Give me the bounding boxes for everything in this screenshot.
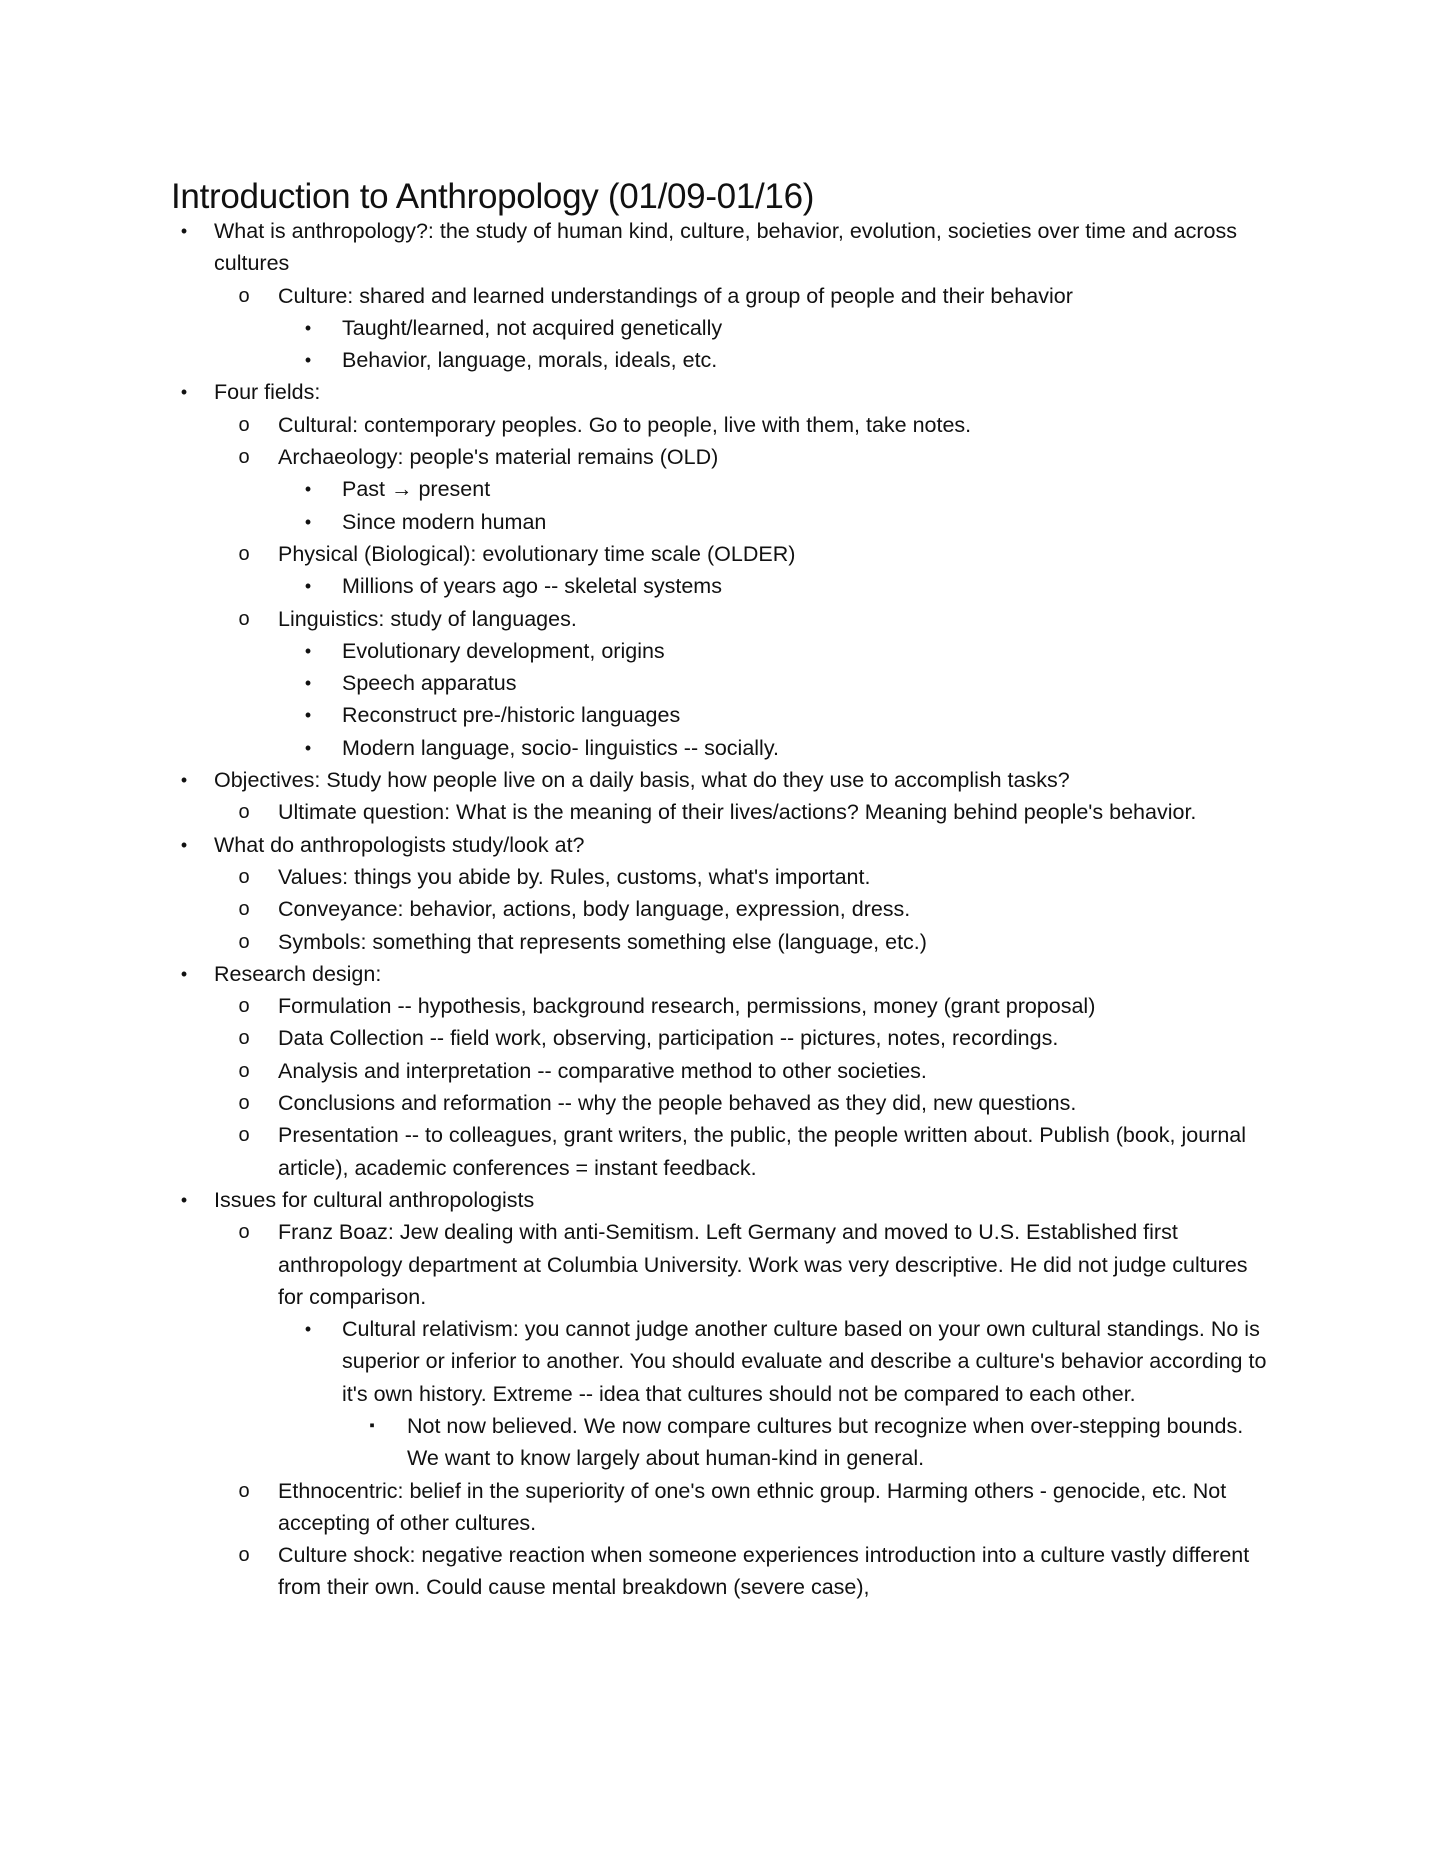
outline-item-text: Taught/learned, not acquired genetically: [342, 315, 723, 340]
outline-item-level-2: [238, 990, 1278, 1022]
bullet-marker: o: [238, 1544, 250, 1567]
outline-item-text: Conclusions and reformation -- why the people behaved as they did, new questions.: [278, 1091, 1077, 1116]
bullet-marker: •: [304, 511, 312, 532]
bullet-marker: •: [304, 1319, 312, 1340]
bullet-marker: •: [180, 963, 188, 984]
bullet-marker: •: [304, 479, 312, 500]
bullet-marker: o: [238, 413, 250, 436]
bullet-marker: •: [180, 770, 188, 791]
outline-item-level-3: [304, 635, 1278, 667]
outline-item-level-2: [238, 861, 1278, 893]
outline-item-text: Franz Boaz: Jew dealing with anti-Semitism. Left Germany and moved to U.S. Established first anthropology department at Columbia University. Work was very descriptive. He did not judge cultures for comparison.: [278, 1220, 1248, 1309]
outline-item-level-2: [238, 1022, 1278, 1054]
outline-item-level-2: [238, 409, 1278, 441]
bullet-marker: o: [238, 542, 250, 565]
outline-item-text: Not now believed. We now compare cultures but recognize when over-stepping bounds. We want to know largely about human-kind in general.: [407, 1413, 1244, 1471]
outline-item-level-3: [304, 667, 1278, 699]
outline-item-text: Values: things you abide by. Rules, customs, what's important.: [278, 864, 871, 889]
bullet-marker: •: [180, 221, 188, 241]
outline-item-level-1: [180, 958, 1274, 990]
bullet-marker: o: [238, 1479, 250, 1502]
outline-item-level-2: [238, 441, 1278, 473]
bullet-marker: •: [304, 737, 312, 758]
bullet-marker: o: [238, 1027, 250, 1050]
outline-item-level-2: [238, 796, 1278, 828]
outline-item-level-2: [238, 603, 1278, 635]
bullet-marker: •: [180, 1189, 188, 1210]
outline-item-level-2: [238, 1539, 1278, 1604]
outline-item-level-1: [180, 376, 1274, 408]
outline-item-text: Culture: shared and learned understandings of a group of people and their behavior: [278, 283, 1073, 308]
outline-item-text: Ultimate question: What is the meaning of their lives/actions? Meaning behind people's behavior.: [278, 800, 1197, 825]
outline-item-text: Speech apparatus: [342, 671, 517, 696]
outline-item-level-2: [238, 1119, 1278, 1184]
outline-item-text: Millions of years ago -- skeletal systems: [342, 574, 722, 599]
outline-item-level-2: [238, 893, 1278, 925]
outline-item-text: Past → present: [342, 477, 491, 502]
bullet-marker: o: [238, 865, 250, 888]
bullet-marker: •: [304, 705, 312, 726]
outline-item-text: What do anthropologists study/look at?: [214, 832, 585, 857]
outline-item-level-1: [180, 215, 1274, 280]
bullet-marker: o: [238, 1059, 250, 1082]
outline-item-level-2: [238, 1087, 1278, 1119]
outline-item-text: Presentation -- to colleagues, grant writers, the public, the people written about. Publish (book, journal article), academic conferences = instant feedback.: [278, 1123, 1247, 1180]
bullet-marker: o: [238, 284, 250, 307]
outline-item-text: Archaeology: people's material remains (OLD): [278, 445, 719, 470]
outline-item-text: What is anthropology?: the study of human kind, culture, behavior, evolution, societies over time and across cultures: [214, 219, 1238, 276]
outline-item-text: Culture shock: negative reaction when someone experiences introduction into a culture vastly different from their own. Could cause mental breakdown (severe case),: [278, 1543, 1250, 1600]
bullet-marker: o: [238, 898, 250, 921]
bullet-marker: o: [238, 1092, 250, 1115]
bullet-marker: o: [238, 930, 250, 953]
bullet-marker: ▪: [369, 1416, 375, 1434]
outline-item-level-3: [304, 570, 1278, 602]
outline-item-level-2: [238, 926, 1278, 958]
outline-item-text: Linguistics: study of languages.: [278, 606, 577, 631]
bullet-marker: o: [238, 801, 250, 824]
outline-item-level-2: [238, 1055, 1278, 1087]
bullet-marker: o: [238, 1124, 250, 1147]
bullet-marker: o: [238, 446, 250, 469]
document-title: Introduction to Anthropology (01/09-01/16): [171, 177, 815, 216]
outline-item-level-3: [304, 1313, 1278, 1410]
outline-item-level-2: [238, 280, 1278, 312]
bullet-marker: •: [304, 576, 312, 597]
outline-item-text: Research design:: [214, 961, 382, 986]
outline-item-text: Formulation -- hypothesis, background research, permissions, money (grant proposal): [278, 994, 1096, 1019]
outline-item-text: Ethnocentric: belief in the superiority of one's own ethnic group. Harming others - genocide, etc. Not accepting of other cultures.: [278, 1478, 1227, 1535]
bullet-marker: o: [238, 995, 250, 1018]
outline-item-text: Modern language, socio- linguistics -- socially.: [342, 735, 779, 760]
outline-item-level-3: [304, 506, 1278, 538]
bullet-marker: o: [238, 607, 250, 630]
outline-item-level-3: [304, 344, 1278, 376]
notes-outline: [0, 215, 1456, 1604]
outline-item-text: Since modern human: [342, 509, 547, 534]
outline-item-text: Cultural: contemporary peoples. Go to people, live with them, take notes.: [278, 412, 972, 437]
bullet-marker: •: [180, 382, 188, 403]
outline-item-text: Four fields:: [214, 380, 321, 405]
bullet-marker: •: [304, 350, 312, 371]
bullet-marker: •: [304, 317, 312, 338]
outline-item-level-3: [304, 699, 1278, 731]
outline-item-text: Symbols: something that represents something else (language, etc.): [278, 929, 927, 954]
outline-item-level-1: [180, 1184, 1274, 1216]
outline-item-level-1: [180, 829, 1274, 861]
outline-item-level-3: [304, 312, 1278, 344]
outline-item-text: Analysis and interpretation -- comparative method to other societies.: [278, 1058, 927, 1083]
outline-item-text: Data Collection -- field work, observing, participation -- pictures, notes, recordings.: [278, 1026, 1059, 1051]
outline-item-text: Behavior, language, morals, ideals, etc.: [342, 348, 718, 373]
outline-item-text: Reconstruct pre-/historic languages: [342, 703, 681, 728]
outline-item-text: Physical (Biological): evolutionary time scale (OLDER): [278, 541, 796, 566]
bullet-marker: •: [180, 834, 188, 855]
bullet-marker: •: [304, 640, 312, 661]
outline-item-text: Issues for cultural anthropologists: [214, 1187, 535, 1212]
outline-item-level-2: [238, 1475, 1278, 1540]
outline-item-level-3: [304, 732, 1278, 764]
outline-item-level-2: [238, 1216, 1278, 1313]
outline-item-text: Evolutionary development, origins: [342, 638, 665, 663]
outline-item-text: Objectives: Study how people live on a daily basis, what do they use to accomplish tasks?: [214, 768, 1070, 793]
outline-item-text: Cultural relativism: you cannot judge another culture based on your own cultural standings. No is superior or inferior to another. You should evaluate and describe a culture's behavior according to it's own history. Extreme -- idea that cultures should not be compared to each other.: [342, 1317, 1267, 1406]
outline-item-level-4: [369, 1410, 1278, 1475]
outline-item-level-3: [304, 473, 1278, 505]
bullet-marker: o: [238, 1221, 250, 1244]
outline-item-level-1: [180, 764, 1274, 796]
outline-item-text: Conveyance: behavior, actions, body language, expression, dress.: [278, 897, 911, 922]
outline-item-level-2: [238, 538, 1278, 570]
bullet-marker: •: [304, 673, 312, 694]
